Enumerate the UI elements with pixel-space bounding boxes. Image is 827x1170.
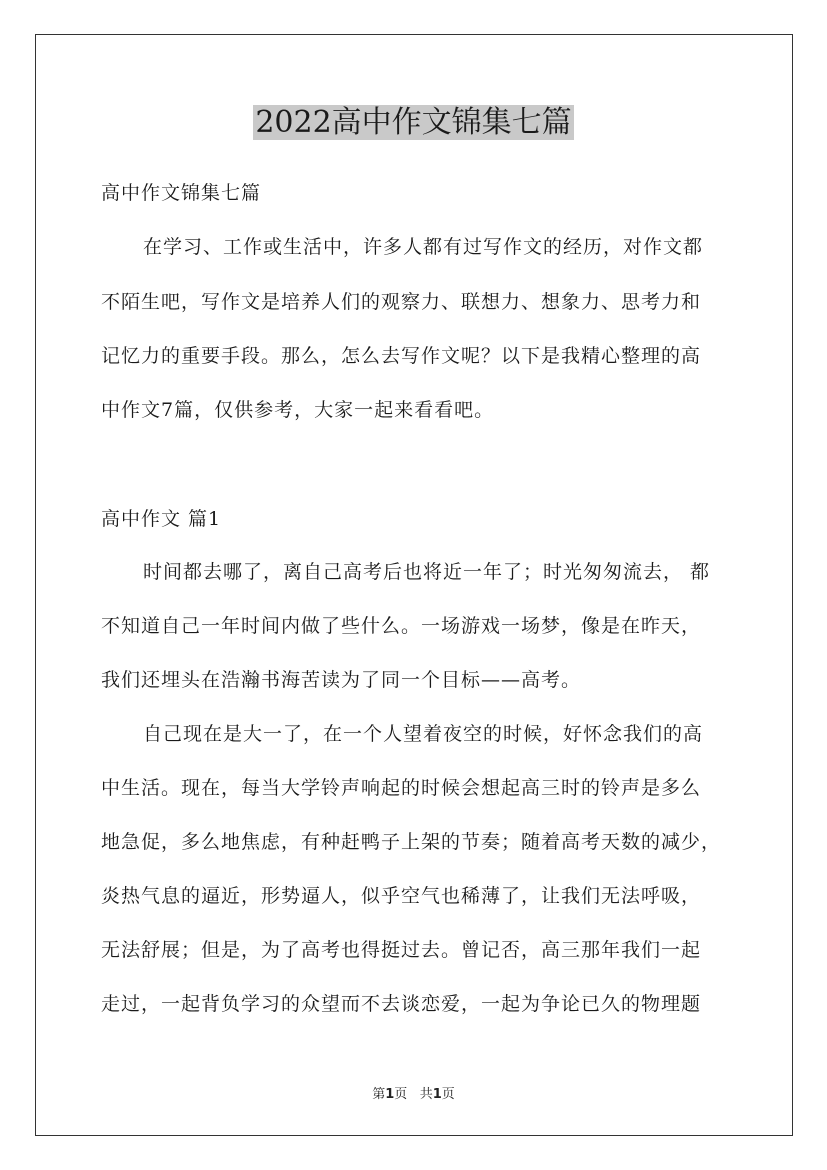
paragraph-line: 无法舒展；但是，为了高考也得挺过去。曾记否，高三那年我们一起	[101, 939, 702, 961]
paragraph-line: 我们还埋头在浩瀚书海苦读为了同一个目标——高考。	[101, 669, 582, 691]
paragraph-line: 中作文7篇，仅供参考，大家一起来看看吧。	[101, 399, 495, 421]
total-pages: 1	[432, 1087, 442, 1102]
section-heading: 高中作文 篇1	[101, 508, 222, 530]
paragraph-line: 在学习、工作或生活中，许多人都有过写作文的经历，对作文都	[143, 236, 704, 258]
paragraph-line: 地急促，多么地焦虑，有种赶鸭子上架的节奏；随着高考天数的减少，	[101, 831, 722, 853]
paragraph-line: 自己现在是大一了，在一个人望着夜空的时候，好怀念我们的高	[143, 723, 704, 745]
paragraph-line: 中生活。现在，每当大学铃声响起的时候会想起高三时的铃声是多么	[101, 777, 702, 799]
document-title-text: 2022高中作文锦集七篇	[255, 105, 572, 140]
paragraph-line: 时间都去哪了，离自己高考后也将近一年了；时光匆匆流去， 都	[143, 561, 711, 583]
paragraph-line: 炎热气息的逼近，形势逼人，似乎空气也稀薄了，让我们无法呼吸，	[101, 885, 702, 907]
document-subtitle: 高中作文锦集七篇	[101, 182, 262, 204]
paragraph-line: 走过，一起背负学习的众望而不去谈恋爱，一起为争论已久的物理题	[101, 993, 702, 1015]
page-number: 1	[385, 1087, 395, 1102]
document-title	[0, 100, 827, 146]
page-label-prefix: 第	[372, 1087, 386, 1102]
total-label-suffix: 页	[441, 1087, 455, 1102]
page-label-suffix: 页	[394, 1087, 408, 1102]
page-footer	[0, 1083, 827, 1102]
paragraph-line: 不知道自己一年时间内做了些什么。一场游戏一场梦，像是在昨天，	[101, 615, 702, 637]
paragraph-line: 不陌生吧，写作文是培养人们的观察力、联想力、想象力、思考力和	[101, 291, 702, 313]
paragraph-line: 记忆力的重要手段。那么，怎么去写作文呢？以下是我精心整理的高	[101, 345, 702, 367]
total-label-prefix: 共	[419, 1087, 433, 1102]
